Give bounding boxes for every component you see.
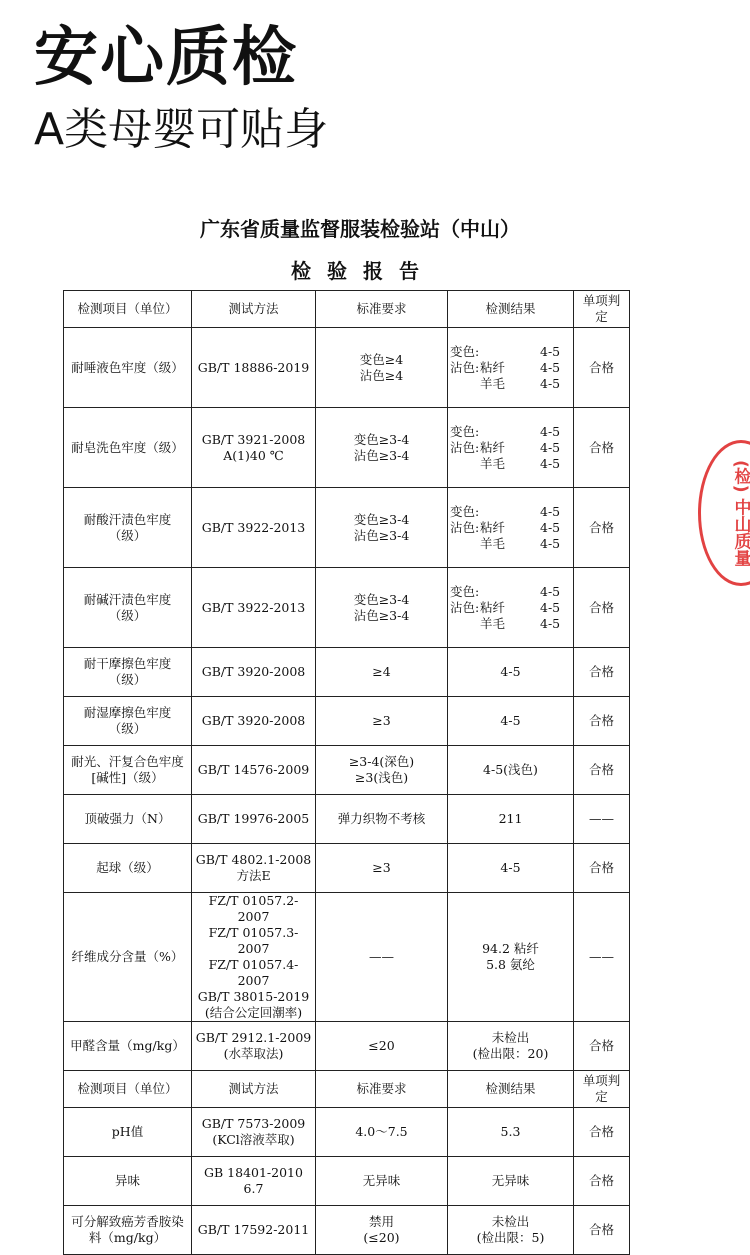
- cell-result: [448, 795, 574, 844]
- header-judgement-text: 单项判定: [583, 1073, 621, 1104]
- result-fiber: 粘纤: [480, 360, 540, 376]
- header-result: [448, 1071, 574, 1108]
- header-standard-text: 标准要求: [356, 301, 406, 316]
- header-standard-text: 标准要求: [356, 1081, 406, 1096]
- result-label: 变色:: [450, 424, 480, 440]
- cell-test-method-text: GB/T 3920-2008: [202, 713, 306, 728]
- cell-result-text: 5.3: [501, 1124, 521, 1139]
- cell-standard: [316, 568, 448, 648]
- official-seal-stamp: [698, 440, 750, 586]
- result-label: 沾色:: [450, 440, 480, 456]
- cell-judgement-text: ——: [589, 811, 614, 826]
- cell-standard: [316, 795, 448, 844]
- cell-test-method-text: GB/T 14576-2009: [198, 762, 310, 777]
- cell-test-method-text: GB/T 3922-2013: [202, 520, 306, 535]
- cell-judgement-text: 合格: [589, 1222, 614, 1237]
- header-judgement-text: 单项判定: [583, 293, 621, 324]
- result-label: 变色:: [450, 584, 480, 600]
- cell-result: [448, 893, 574, 1022]
- result-fiber: 粘纤: [480, 520, 540, 536]
- cell-test-item: [64, 1022, 192, 1071]
- result-label: [450, 456, 480, 472]
- cell-test-item-text: 耐光、汗复合色牢度 [碱性]（级）: [71, 754, 184, 785]
- cell-test-method-text: GB/T 2912.1-2009 (水萃取法): [196, 1030, 311, 1061]
- header-result-text: 检测结果: [485, 301, 535, 316]
- cell-test-item-text: 耐唾液色牢度（级）: [71, 360, 184, 375]
- cell-test-item: [64, 568, 192, 648]
- hero-subtitle: A类母婴可贴身: [34, 100, 328, 160]
- result-value: 4-5: [540, 520, 570, 536]
- result-fiber: [480, 584, 540, 600]
- cell-standard: [316, 697, 448, 746]
- cell-result: [448, 1206, 574, 1255]
- cell-judgement-text: 合格: [589, 1173, 614, 1188]
- result-fiber: [480, 344, 540, 360]
- table-row: [64, 408, 630, 488]
- cell-test-item-text: 耐干摩擦色牢度 （级）: [84, 656, 172, 687]
- table-row: [64, 697, 630, 746]
- cell-test-method: [192, 697, 316, 746]
- result-line: [450, 376, 570, 392]
- header-item: [64, 291, 192, 328]
- cell-result: [448, 844, 574, 893]
- cell-result: [448, 1108, 574, 1157]
- cell-standard-text: 禁用 (≤20): [363, 1214, 399, 1245]
- cell-test-method-text: FZ/T 01057.2-2007 FZ/T 01057.3-2007 FZ/T 01057.4-2007 GB/T 38015-2019 (结合公定回潮率): [198, 893, 310, 1020]
- cell-result-text: 未检出 (检出限：5): [477, 1214, 545, 1245]
- cell-test-item-text: 纤维成分含量（%）: [72, 949, 184, 964]
- result-fiber: 粘纤: [480, 600, 540, 616]
- result-label: 变色:: [450, 344, 480, 360]
- cell-result: [448, 697, 574, 746]
- result-fiber: 羊毛: [480, 376, 540, 392]
- cell-test-method: [192, 1206, 316, 1255]
- cell-judgement-text: 合格: [589, 600, 614, 615]
- result-label: 变色:: [450, 504, 480, 520]
- cell-judgement-text: 合格: [589, 762, 614, 777]
- cell-judgement: [574, 648, 630, 697]
- result-value: 4-5: [540, 584, 570, 600]
- header-method-text: 测试方法: [228, 1081, 278, 1096]
- result-label: [450, 616, 480, 632]
- cell-judgement-text: 合格: [589, 860, 614, 875]
- result-line: [450, 536, 570, 552]
- result-label: 沾色:: [450, 360, 480, 376]
- cell-test-method: [192, 408, 316, 488]
- cell-standard-text: ≤20: [368, 1038, 394, 1053]
- cell-result-text: 4-5: [500, 664, 520, 679]
- cell-result: [448, 488, 574, 568]
- cell-judgement: [574, 1206, 630, 1255]
- cell-judgement: [574, 408, 630, 488]
- cell-standard-text: ≥3: [372, 713, 390, 728]
- cell-judgement-text: 合格: [589, 360, 614, 375]
- cell-test-method: [192, 795, 316, 844]
- cell-standard-text: ≥3-4(深色) ≥3(浅色): [349, 754, 414, 785]
- cell-result: [448, 408, 574, 488]
- cell-test-item: [64, 1157, 192, 1206]
- table-row: [64, 1206, 630, 1255]
- result-line: [450, 616, 570, 632]
- cell-standard-text: 弹力织物不考核: [338, 811, 426, 826]
- cell-test-method: [192, 844, 316, 893]
- cell-standard: [316, 1022, 448, 1071]
- cell-judgement: [574, 893, 630, 1022]
- cell-test-item: [64, 746, 192, 795]
- cell-standard: [316, 893, 448, 1022]
- cell-test-method: [192, 1022, 316, 1071]
- table-row: [64, 1022, 630, 1071]
- header-standard: [316, 1071, 448, 1108]
- cell-judgement: [574, 746, 630, 795]
- header-result: [448, 291, 574, 328]
- result-value: 4-5: [540, 504, 570, 520]
- cell-test-method: [192, 488, 316, 568]
- table-row: [64, 1157, 630, 1206]
- result-fiber: 羊毛: [480, 456, 540, 472]
- cell-test-method-text: GB/T 17592-2011: [198, 1222, 310, 1237]
- cell-test-method: [192, 746, 316, 795]
- result-label: [450, 376, 480, 392]
- result-label: 沾色:: [450, 520, 480, 536]
- cell-judgement-text: 合格: [589, 713, 614, 728]
- table-header-row: [64, 1071, 630, 1108]
- cell-test-method-text: GB/T 18886-2019: [198, 360, 310, 375]
- cell-standard: [316, 1206, 448, 1255]
- report-title: 检验报告: [0, 256, 726, 286]
- result-value: 4-5: [540, 424, 570, 440]
- cell-test-method-text: GB/T 7573-2009 (KCl溶液萃取): [202, 1116, 306, 1147]
- cell-standard-text: 变色≥3-4 沾色≥3-4: [354, 512, 410, 543]
- cell-test-item-text: 耐碱汗渍色牢度 （级）: [84, 592, 172, 623]
- cell-test-method-text: GB/T 3921-2008 A(1)40 ℃: [202, 432, 306, 463]
- cell-test-item: [64, 328, 192, 408]
- result-value: 4-5: [540, 360, 570, 376]
- cell-standard: [316, 328, 448, 408]
- table-row: [64, 893, 630, 1022]
- cell-judgement: [574, 1108, 630, 1157]
- cell-standard: [316, 488, 448, 568]
- cell-test-method: [192, 1108, 316, 1157]
- table-row: [64, 1108, 630, 1157]
- cell-standard-text: 4.0～7.5: [355, 1124, 407, 1139]
- cell-result: [448, 1022, 574, 1071]
- cell-result: [448, 568, 574, 648]
- cell-test-item-text: 可分解致癌芳香胺染 料（mg/kg）: [71, 1214, 184, 1245]
- cell-result-text: 4-5: [500, 860, 520, 875]
- cell-standard: [316, 1108, 448, 1157]
- result-value: 4-5: [540, 536, 570, 552]
- cell-test-item: [64, 893, 192, 1022]
- cell-test-item-text: 异味: [115, 1173, 140, 1188]
- header-method-text: 测试方法: [228, 301, 278, 316]
- cell-test-item-text: 耐湿摩擦色牢度 （级）: [84, 705, 172, 736]
- result-value: 4-5: [540, 600, 570, 616]
- cell-judgement-text: 合格: [589, 1124, 614, 1139]
- cell-test-item-text: 耐酸汗渍色牢度 （级）: [84, 512, 172, 543]
- result-line: [450, 440, 570, 456]
- cell-standard: [316, 648, 448, 697]
- result-fiber: 羊毛: [480, 536, 540, 552]
- result-value: 4-5: [540, 456, 570, 472]
- cell-judgement: [574, 328, 630, 408]
- cell-test-method-text: GB/T 4802.1-2008 方法E: [196, 852, 311, 883]
- cell-test-item: [64, 795, 192, 844]
- table-header-row: [64, 291, 630, 328]
- cell-standard: [316, 1157, 448, 1206]
- cell-judgement: [574, 844, 630, 893]
- cell-test-item-text: 起球（级）: [96, 860, 159, 875]
- cell-test-item-text: pH值: [112, 1124, 143, 1139]
- result-line: [450, 520, 570, 536]
- result-line: [450, 456, 570, 472]
- cell-result-text: 未检出 (检出限：20): [473, 1030, 549, 1061]
- cell-test-method-text: GB/T 3920-2008: [202, 664, 306, 679]
- cell-test-method: [192, 568, 316, 648]
- cell-test-method-text: GB 18401-2010 6.7: [204, 1165, 303, 1196]
- cell-test-method: [192, 648, 316, 697]
- cell-judgement: [574, 1157, 630, 1206]
- result-label: 沾色:: [450, 600, 480, 616]
- cell-standard: [316, 844, 448, 893]
- cell-test-item: [64, 1206, 192, 1255]
- cell-test-item: [64, 697, 192, 746]
- cell-test-method: [192, 893, 316, 1022]
- result-fiber: [480, 504, 540, 520]
- cell-judgement-text: 合格: [589, 520, 614, 535]
- cell-result-text: 211: [499, 811, 523, 826]
- cell-standard-text: 变色≥3-4 沾色≥3-4: [354, 592, 410, 623]
- cell-standard-text: 无异味: [363, 1173, 401, 1188]
- header-item: [64, 1071, 192, 1108]
- cell-judgement: [574, 568, 630, 648]
- cell-test-item: [64, 1108, 192, 1157]
- hero-title: 安心质检: [34, 20, 298, 96]
- cell-standard-text: ≥4: [372, 664, 390, 679]
- cell-test-method-text: GB/T 19976-2005: [198, 811, 310, 826]
- inspection-report-table: [63, 290, 630, 1255]
- cell-test-item: [64, 648, 192, 697]
- cell-test-item: [64, 408, 192, 488]
- cell-test-item: [64, 844, 192, 893]
- cell-standard: [316, 746, 448, 795]
- cell-test-method: [192, 1157, 316, 1206]
- table-row: [64, 648, 630, 697]
- cell-result: [448, 746, 574, 795]
- cell-result: [448, 1157, 574, 1206]
- cell-standard: [316, 408, 448, 488]
- cell-result-text: 无异味: [492, 1173, 530, 1188]
- table-row: [64, 746, 630, 795]
- cell-result-text: 4-5: [500, 713, 520, 728]
- cell-result: [448, 328, 574, 408]
- cell-test-method-text: GB/T 3922-2013: [202, 600, 306, 615]
- cell-result-text: 94.2 粘纤 5.8 氨纶: [482, 941, 539, 972]
- stamp-text: (检) 中山质量: [729, 460, 750, 566]
- table-row: [64, 568, 630, 648]
- result-line: [450, 344, 570, 360]
- cell-test-item: [64, 488, 192, 568]
- cell-standard-text: 变色≥3-4 沾色≥3-4: [354, 432, 410, 463]
- result-fiber: 粘纤: [480, 440, 540, 456]
- table-row: [64, 795, 630, 844]
- result-line: [450, 424, 570, 440]
- header-item-text: 检测项目（单位）: [77, 1081, 177, 1096]
- cell-judgement-text: 合格: [589, 1038, 614, 1053]
- report-table-body: [64, 291, 630, 1255]
- result-fiber: 羊毛: [480, 616, 540, 632]
- cell-judgement-text: 合格: [589, 664, 614, 679]
- cell-judgement: [574, 697, 630, 746]
- header-method: [192, 291, 316, 328]
- cell-judgement: [574, 795, 630, 844]
- result-value: 4-5: [540, 616, 570, 632]
- cell-standard-text: 变色≥4 沾色≥4: [360, 352, 403, 383]
- cell-test-method: [192, 328, 316, 408]
- result-value: 4-5: [540, 344, 570, 360]
- cell-judgement-text: ——: [589, 949, 614, 964]
- result-line: [450, 504, 570, 520]
- result-label: [450, 536, 480, 552]
- result-value: 4-5: [540, 440, 570, 456]
- cell-test-item-text: 甲醛含量（mg/kg）: [70, 1038, 185, 1053]
- header-judgement: [574, 1071, 630, 1108]
- result-fiber: [480, 424, 540, 440]
- cell-test-item-text: 顶破强力（N）: [85, 811, 171, 826]
- cell-judgement-text: 合格: [589, 440, 614, 455]
- cell-judgement: [574, 488, 630, 568]
- cell-result-text: 4-5(浅色): [483, 762, 538, 777]
- inspection-org-name: 广东省质量监督服装检验站（中山）: [0, 214, 720, 244]
- table-row: [64, 488, 630, 568]
- result-line: [450, 360, 570, 376]
- table-row: [64, 844, 630, 893]
- header-item-text: 检测项目（单位）: [77, 301, 177, 316]
- result-value: 4-5: [540, 376, 570, 392]
- cell-result: [448, 648, 574, 697]
- header-method: [192, 1071, 316, 1108]
- header-standard: [316, 291, 448, 328]
- result-line: [450, 584, 570, 600]
- table-row: [64, 328, 630, 408]
- cell-standard-text: ≥3: [372, 860, 390, 875]
- cell-test-item-text: 耐皂洗色牢度（级）: [71, 440, 184, 455]
- cell-judgement: [574, 1022, 630, 1071]
- header-judgement: [574, 291, 630, 328]
- cell-standard-text: ——: [369, 949, 394, 964]
- header-result-text: 检测结果: [485, 1081, 535, 1096]
- result-line: [450, 600, 570, 616]
